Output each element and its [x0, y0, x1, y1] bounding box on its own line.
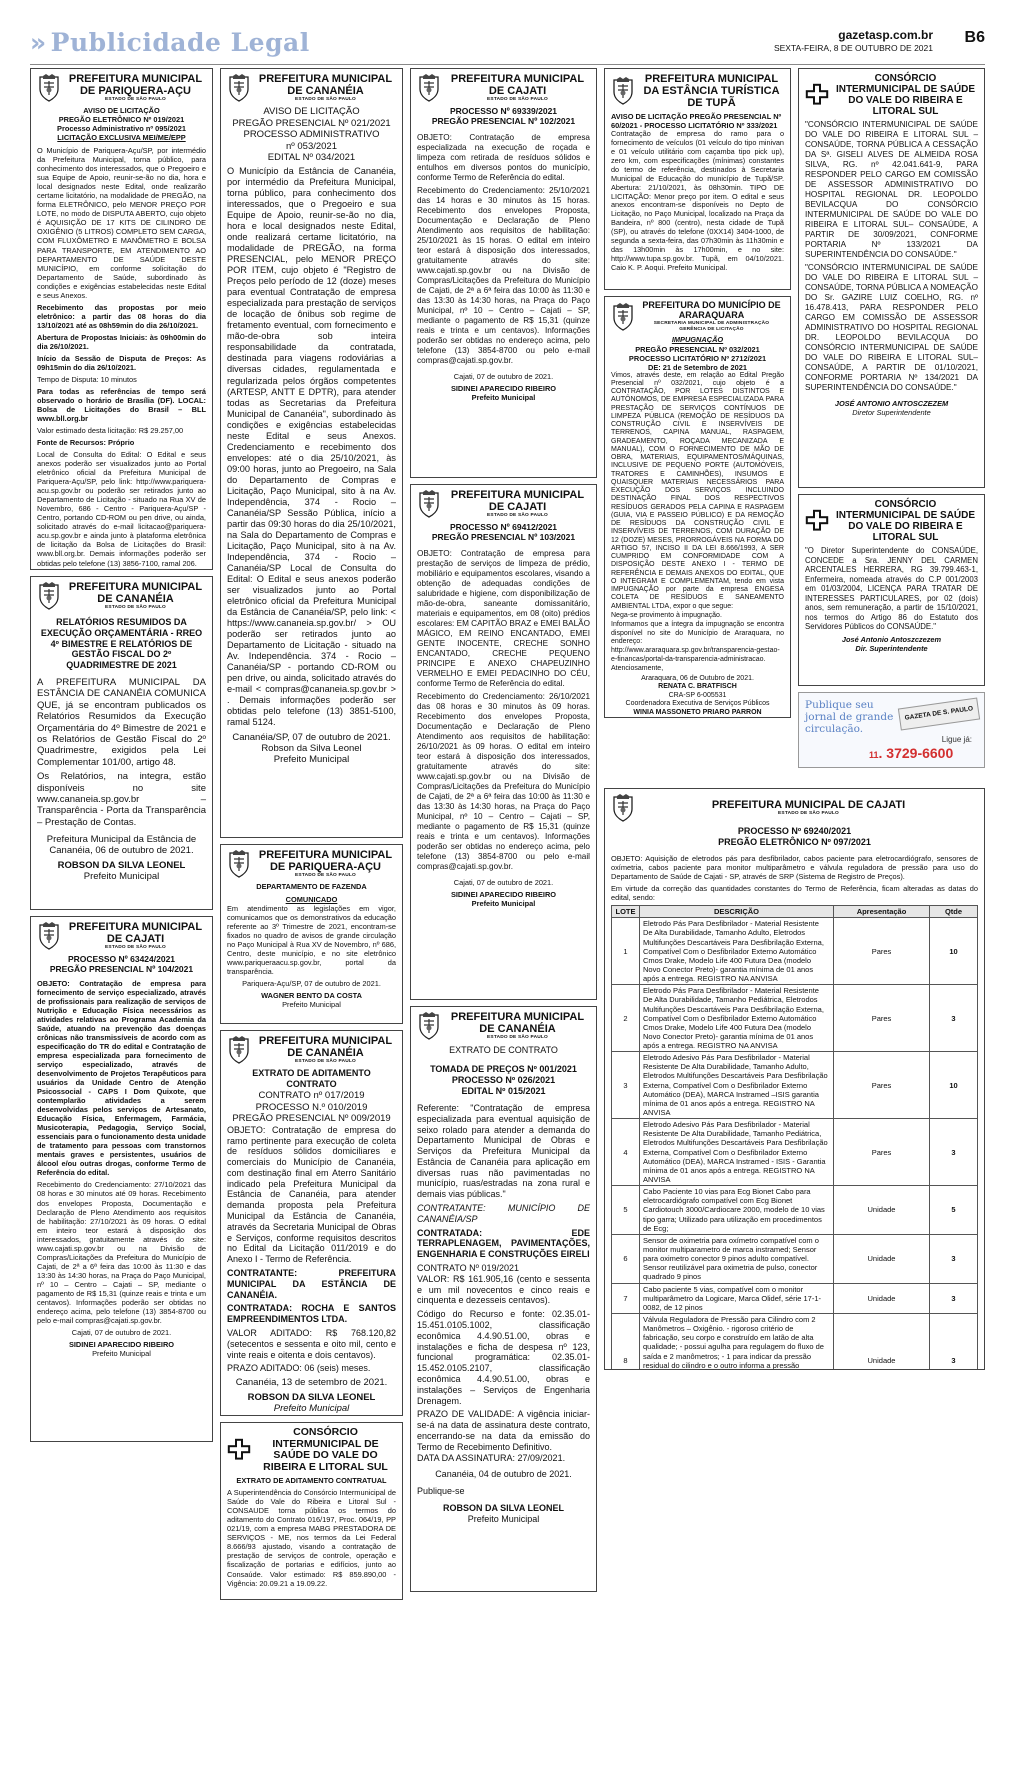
notice-title: EXTRATO DE CONTRATO	[449, 1045, 558, 1056]
notice-title: AVISO DE LICITAÇÃO	[263, 106, 360, 118]
municipal-crest-icon	[37, 73, 61, 103]
notice-subtitle: PREGÃO ELETRÔNICO Nº 097/2021	[718, 836, 871, 847]
lots-table-body	[612, 918, 978, 1370]
notice-title: AVISO DE LICITAÇÃO	[83, 106, 160, 116]
notice-body: Início da Sessão de Disputa de Preços: As 09h15min do dia 26/10/2021.	[37, 353, 206, 372]
signatory-name: Robson da Silva Leonel	[261, 742, 362, 754]
notice-body: PRAZO ADITADO: 06 (seis) meses.	[227, 1363, 371, 1374]
notice-body: Fonte de Recursos: Próprio	[37, 438, 135, 448]
municipal-crest-icon	[37, 581, 61, 611]
signatory-name: RENATA C. BRATFISCH	[658, 683, 737, 691]
notice-title: EXTRATO DE ADITAMENTO CONTRATUAL	[236, 1476, 387, 1486]
org-name: PREFEITURA MUNICIPAL DE CAJATI	[711, 799, 906, 812]
notice-body: "CONSÓRCIO INTERMUNICIPAL DE SAÚDE DO VALE DO RIBEIRA E LITORAL SUL – CONSAÚDE, TORNA PÚBLICA A NOMEAÇÃO DO Sr. GAZIRE LUIZ COELHO, RG. nº 16.478.413, PARA RESPONDER PELO CARGO EM COMISSÃO DE ASSESSOR ADMINISTRATIVO DO HOSPITAL REGIONAL DR. LEOPOLDO BEVILACQUA DO CONSÓRCIO INTERMUNICIPAL DE SAÚDE DO VALE DO RIBEIRA E LITORAL SUL– CONSAÚDE, A PARTIR DE 01/10/2021, CONFORME PORTARIA Nº 134/2021 DA SUPERINTENDÊNCIA DO CONSAÚDE."	[805, 263, 978, 392]
notice-process: PROCESSO Nº 026/2021	[451, 1074, 556, 1085]
notice-subtitle: PREGÃO PRESENCIAL Nº 009/2019	[232, 1113, 391, 1125]
signatory-registration: CRA-SP 6-005531	[668, 691, 727, 699]
column-3	[410, 68, 597, 1598]
notice-body: CONTRATADA: EDE TERRAPLENAGEM, PAVIMENTAÇÕES, ENGENHARIA E CONSTRUÇÕES EIRELI	[417, 1227, 590, 1260]
org-name: CONSÓRCIO INTERMUNICIPAL DE SAÚDE DO VALE DO RIBEIRA E LITORAL SUL	[835, 73, 976, 117]
lot-number-cell: 7	[612, 1283, 640, 1313]
notice-title: PROCESSO Nº 69339/2021	[449, 106, 558, 117]
column-header-apresentacao: Apresentação	[834, 906, 930, 918]
signatory-role: Coordenadora Executiva de Serviços Públicos	[625, 700, 770, 708]
presentation-cell: Unidade	[834, 1186, 930, 1235]
column-1	[30, 68, 213, 1448]
notice-body: Em virtude da correção das quantidades constantes do Termo de Referência, ficam alteradas as datas do edital, sendo:	[611, 884, 978, 903]
notice-body: CONTRATANTE: MUNICÍPIO DE CANANÉIA/SP	[417, 1203, 590, 1224]
state-label: ESTADO DE SÃO PAULO	[487, 1035, 548, 1041]
notice-body: Código do Recurso e fonte: 02.35.01-15.451.0105.1002, classificação econômica 4.4.90.51.00, obras e instalações e ficha de despesa nº 123, funcional programática: 02.35.01-15.452.0105.2107, classificação econômica 4.4.90.51.00, obras e instalações – Serviços de Engenharia Drenagem.	[417, 1309, 590, 1406]
notice-title: PROCESSO Nº 69240/2021	[737, 826, 852, 836]
org-name: PREFEITURA MUNICIPAL DE PARIQUERA-AÇU	[258, 849, 393, 874]
signatory-name: WINIA MASSONETO PRIARO PARRON	[633, 708, 762, 716]
org-name: PREFEITURA MUNICIPAL DE CANANÉIA	[450, 1011, 585, 1036]
notice-body: Local de Consulta do Edital: O Edital e seus anexos poderão ser visualizados junto ao Portal eletrônico oficial da Prefeitura Municipal de Pariquera-Açu/SP, pelo link: http://www.pariquera-acu.sp.gov.br ou poderão ser retirados junto ao Departamento de Licitação - situado na Rua XV de Novembro, 686 - Centro - Pariquera-Açu/SP - Centro, portando CD-ROM ou pen drive, ou ainda, solicitado através do e-mail licitacao@pariquera-acu.sp.gov.br e ainda junto à plataforma eletrônica de licitação da Bolsa de Licitações do Brasil: www.bll.org.br. Demais informações poderão ser obtidas pelo telefone (13) 3856-7100, ramal 206.	[37, 450, 206, 568]
signatory-name: ROBSON DA SILVA LEONEL	[442, 1503, 564, 1513]
notice-body: Atenciosamente,	[611, 665, 664, 673]
advertisement-banner[interactable]	[798, 692, 985, 768]
org-name: CONSÓRCIO INTERMUNICIPAL DE SAÚDE DO VALE DO RIBEIRA E LITORAL SUL	[835, 499, 976, 543]
ad-slogan	[805, 699, 893, 735]
state-label: ESTADO DE SÃO PAULO	[778, 811, 839, 817]
ad-slogan-line: circulação.	[805, 723, 864, 736]
description-cell: Cabo Paciente 10 vias para Ecg Bionet Cabo para eletrocardiógrafo compatível com Ecg Bionet Cardiotouch 3000/Cardiocare 2000, modelo de 10 vias tipo garra; Utilizado para utilização em procedimentos de Ecg;	[640, 1186, 834, 1235]
notice-body: "CONSÓRCIO INTERMUNICIPAL DE SAÚDE DO VALE DO RIBEIRA E LITORAL SUL – CONSAÚDE, TORNA PÚBLICA A CESSAÇÃO DA Sª. GISELI ALVES DE ALMEIDA ROSA SILVA, RG. nº 42.041.641-9, PARA RESPONDER PELO CARGO EM COMISSÃO DE ASSESSOR ADMINISTRATIVO DO HOSPITAL REGIONAL DR. LEOPOLDO BEVILACQUA DO CONSÓRCIO INTERMUNICIPAL DE SAÚDE DO VALE DO RIBEIRA E LITORAL SUL– CONSAÚDE, A PARTIR DE 30/09/2021, CONFORME PORTARIA Nº 133/2021 DA SUPERINTENDÊNCIA DO CONSAÚDE."	[805, 120, 978, 259]
lot-number-cell: 5	[612, 1186, 640, 1235]
notice-cananeia-pregao-021	[220, 68, 403, 838]
municipal-crest-icon	[227, 1035, 251, 1065]
ad-phone-number: 3729-6600	[886, 745, 954, 761]
notice-date: Cananéia, 13 de setembro de 2021.	[235, 1377, 388, 1389]
municipal-crest-icon	[227, 73, 251, 103]
notice-cajati-104	[30, 916, 213, 1442]
newspaper-title: GAZETA DE S. PAULO	[904, 705, 974, 722]
column-header-descricao: DESCRIÇÃO	[640, 906, 834, 918]
signatory-role: Prefeito Municipal	[471, 392, 536, 402]
table-row	[612, 1052, 978, 1119]
issue-date: SEXTA-FEIRA, 8 DE OUTUBRO DE 2021	[773, 43, 933, 53]
notice-body: Os Relatórios, na integra, estão disponíveis no site www.cananeia.sp.gov.br – Transparência - Porta da Transparência – Prestação de Contas.	[37, 771, 206, 828]
notice-body: O Município de Pariquera-Açu/SP, por intermédio da Prefeitura Municipal, torna público, para conhecimento dos interessados, que o Pregoeiro e sua Equipe de Apoio, reunir-se-ão no dia, hora e local designados neste Edital, onde realizarão certame licitatório, na modalidade de PREGÃO, na forma ELETRÔNICO, pelo MENOR PREÇO POR LOTE, no modo de DISPUTA ABERTO, cujo objeto é AQUISIÇÃO DE 17 KITS DE CILINDRO DE OXIGÊNIO (5 LITROS) COMPLETO SEM CARGA, COM FLUXÔMETRO E MANÔMETRO E BOLSA PARA TRANSPORTE, EM ATENDIMENTO AO DEPARTAMENTO DE SAÚDE DESTE MUNICÍPIO, em conforme solicitação do Departamento de Saúde, subordinado às condições e exigências estabelecidas neste Edital e seus Anexos.	[37, 146, 206, 300]
column-5	[798, 68, 985, 774]
presentation-cell: Unidade	[834, 1234, 930, 1283]
signatory-name: SIDINEI APARECIDO RIBEIRO	[68, 1339, 175, 1349]
description-cell: Sensor de oximetria para oxímetro compatível com o monitor multiparametro de marca instramed; Sensor para oximetro conector 9 pinos adulto compatível. Sensor reutilizável para oximetria de pulso, conector quadrado 9 pinos	[640, 1234, 834, 1283]
lot-number-cell: 6	[612, 1234, 640, 1283]
signatory-name: SIDINEI APARECIDO RIBEIRO	[450, 383, 557, 393]
notice-cajati-103	[410, 484, 597, 1000]
notice-title: PROCESSO Nº 69412/2021	[449, 522, 558, 533]
notice-body	[611, 854, 978, 881]
notice-date: Pariquera-Açu/SP, 07 de outubro de 2021.	[242, 979, 381, 989]
notice-publish: Publique-se	[417, 1486, 465, 1497]
signatory-name: ROBSON DA SILVA LEONEL	[247, 1391, 376, 1403]
description-cell: Eletrodo Pás Para Desfibrilador - Material Resistente De Alta Durabilidade, Tamanho Pediátrica, Eletrodos Multifunções Descartáveis Para Desfibrilação Externa, Compatível Com o Desfibrilador Externo Automático Cmos Drake, Modelo Life 400 Futura Dea (modelo Novo Conector Preto)- garantia mínima de 01 anos após a entrega. REGISTRO NA ANVISA	[640, 985, 834, 1052]
notice-edital: EDITAL Nº 015/2021	[461, 1085, 546, 1096]
notice-pariquera-pregao	[30, 68, 213, 570]
table-row	[612, 1234, 978, 1283]
table-row	[612, 985, 978, 1052]
signatory-role: Prefeito Municipal	[92, 1349, 151, 1358]
description-cell: Cabo paciente 5 vias, compatível com o monitor multiparâmetro da Logicare, Marca Olidef, série 17-1-0082, de 12 pinos	[640, 1283, 834, 1313]
org-name: PREFEITURA MUNICIPAL DE CANANÉIA	[258, 1035, 393, 1060]
notice-title: PROCESSO Nº 63424/2021	[67, 954, 176, 965]
notice-body: Para todas as referências de tempo será observado o horário de Brasília (DF). LOCAL: Bolsa de Licitações do Brasil – BLL www.bll.org.br	[37, 386, 206, 424]
notice-date: Prefeitura Municipal da Estância de Cananéia, 06 de outubro de 2021.	[46, 834, 197, 857]
quantity-cell: 3	[930, 1283, 978, 1313]
signatory-name: JOSÉ ANTONIO ANTOSCZEZEM	[834, 399, 949, 408]
secretariat-name: SECRETARIA MUNICIPAL DE ADMINISTRAÇÃO	[653, 320, 770, 326]
quantity-cell: 3	[930, 1119, 978, 1186]
signatory-role: Prefeito Municipal	[273, 754, 350, 766]
quantity-cell: 5	[930, 1186, 978, 1235]
signatory-name: José Antonio Antoszczezem	[841, 634, 942, 644]
table-row	[612, 1119, 978, 1186]
notice-date: Cananéia, 04 de outubro de 2021.	[435, 1469, 572, 1480]
ad-phone[interactable]: 11. 3729-6600	[869, 745, 954, 761]
consaude-logo-icon	[805, 80, 829, 110]
state-label: ESTADO DE SÃO PAULO	[105, 605, 166, 611]
notice-process: Processo Administrativo nº 095/2021	[57, 124, 186, 134]
notice-process-number: nº 053/2021	[285, 140, 338, 152]
notice-body: Vimos, através deste, em relação ao Edital Pregão Presencial nº 032/2021, cujo objeto é a CONTRATAÇÃO, POR LOTES DISTINTOS E AUTÔNOMOS, DE EMPRESA ESPECIALIZADA PARA PRESTAÇÃO DE SERVIÇOS CONTÍNUOS DE LIMPEZA PÚBLICA (REMOÇÃO DE RESÍDUOS DA CONSTRUÇÃO CIVIL E INSERVÍVEIS DE TERRENOS, CAPINA MANUAL, RASPAGEM, GRADEAMENTO, ROÇADA MECANIZADA E MANUAL), COM O FORNECIMENTO DE MÃO DE OBRA, MATERIAIS, EQUIPAMENTOS/MÁQUINAS, INCLUSIVE DE PEQUENO PORTE (AUTOMÓVEIS, TRATORES E CAMINHÕES), INSUMOS E QUAISQUER MATERIAIS NECESSÁRIOS PARA EXECUÇÃO DOS SERVIÇOS INCLUINDO DESTINAÇÃO FINAL DOS RESPECTIVOS RESÍDUOS GERADOS PELA CAPINA E RASPAGEM (GUIA, VIA E PASSEIO PÚBLICO) E DA REMOÇÃO DE RESÍDUOS DA CONSTRUÇÃO CIVIL E INSERVÍVEIS DE TERRENOS, COM DURAÇÃO DE 12 (DOZE) MESES, PRORROGÁVEIS NA FORMA DO ARTIGO 57, INCISO II DA LEI 8.666/1993, A SER CUMPRIDO EM CONFORMIDADE COM A DISPOSIÇÃO DESTE ANEXO I - TERMO DE REFERÊNCIA E DEMAIS ANEXOS DO EDITAL, QUE O INTEGRAM E COMPLEMENTAM, tendo em vista IMPUGNAÇÃO por parte da empresa ENGESA COLETA DE RESÍDUOS E SANEAMENTO AMBIENTAL LTDA, expor o que segue:	[611, 371, 784, 610]
notice-body: Tempo de Disputa: 10 minutos	[37, 374, 137, 384]
notice-body: DATA DA ASSINATURA: 27/09/2021.	[417, 1452, 566, 1463]
signatory-role: Dir. Superintendente	[855, 643, 928, 653]
quantity-cell: 3	[930, 1314, 978, 1371]
ad-phone-ddd: 11	[869, 750, 879, 760]
notice-consaude-licenca	[798, 494, 985, 686]
signatory-role: Prefeito Municipal	[83, 871, 160, 883]
state-label: ESTADO DE SÃO PAULO	[487, 513, 548, 519]
quantity-cell: 3	[930, 1234, 978, 1283]
table-row	[612, 1314, 978, 1371]
municipal-crest-icon	[611, 302, 635, 332]
notice-body: Contratação de empresa do ramo para o fornecimento de veículos (01 veículo do tipo minivan e 01 veículo utilitário com caçamba tipo pick up), zero km, com especificações (mínimas) constantes do termo de referência, destinados à Secretaria Municipal de Educação do município de Tupã/SP. Abertura: 21/10/2021, às 08h30min. TIPO DE LICITAÇÃO: Menor preço por item. O edital e seus anexos encontram-se disponíveis no Depto de Licitação, no Paço Municipal, localizado na Praça da Bandeira, nº 800 (centro), nesta cidade de Tupã (SP), ou através do telefone (0XX14) 3404-1000, de segunda a sexta-feira, das 07h30min às 11h30min e das 13h00min às 17h00min, e no site: http://www.tupa.sp.gov.br. Tupã, em 04/10/2021. Caio K. P. Aoqui. Prefeito Municipal.	[611, 129, 784, 272]
notice-date: Cajati, 07 de outubro de 2021.	[453, 877, 554, 887]
notice-body: Recebimento do Credenciamento: 27/10/2021 das 08 horas e 30 minutos até 09 horas. Recebimento dos envelopes Proposta, Documentação e Declaração de Pleno Atendimento aos requisitos de habilitação: 27/10/2021 às 09 horas. O edital em inteiro teor estará à disposição dos interessados, gratuitamente através do site: www.cajati.sp.gov.br ou na Divisão de Compras/Licitações da Prefeitura do Município de Cajati, de 2ª a 6ª feira das 10:00 às 11:30 e das 13:30 às 14:30 horas, na Praça do Paço Municipal, nº 10 – Centro – Cajati – SP, mediante o pagamento de R$ 15,31 (quinze reais e trinta e um centavos). Informações poderão ser obtidas no endereço acima, pelo telefone (13) 3854-8700 ou pelo e-mail compras@cajati.sp.gov.br.	[37, 1180, 206, 1325]
notice-body: Recebimento do Credenciamento: 26/10/2021 das 08 horas e 30 minutos às 09 horas. Recebimento dos envelopes Proposta, Documentação e Declaração de Pleno Atendimento aos requisitos de habilitação: 26/10/2021 às 09 horas. O edital em inteiro teor estará à disposição dos interessados, gratuitamente através do site: www.cajati.sp.gov.br ou na Divisão de Compras/Licitações da Prefeitura do Município de Cajati, de 2ª a 6ª feira das 10:00 às 11:30 e das 13:30 às 14:30 horas, na Praça do Paço Municipal, nº 10 – Centro – Cajati – SP, mediante o pagamento de R$ 15,31 (quinze reais e trinta e um centavos). Informações poderão ser obtidas no endereço acima, pelo telefone (13) 3854-8700 ou pelo e-mail compras@cajati.sp.gov.br.	[417, 691, 590, 871]
presentation-cell: Unidade	[834, 1314, 930, 1371]
notice-subtitle: PREGÃO PRESENCIAL Nº 102/2021	[431, 116, 576, 127]
notice-date: Cajati, 07 de outubro de 2021.	[453, 371, 554, 381]
notice-body: OBJETO: Contratação de empresa para prestação de serviços de limpeza de prédio, mobiliário e equipamentos escolares, visando a obtenção de adequadas condições de salubridade e higiene, com disponibilização de mão-de-obra, saneante domissanitário, materiais e equipamentos, em 08 (oito) prédios escolares: EM CAPITÃO BRAZ e EMEI BALÃO MÁGICO, EM REINO ENCANTADO, EMEI GENTE INOCENTE, CRECHE SONHO ENCANTADO, CRECHE PEQUENO PRINCIPE E ANEXO CHAPEUZINHO VERMELHO E EMEI PEDACINHO DO CÉU, conforme Termo de Referência do edital.	[417, 548, 590, 688]
description-cell: Eletrodo Pás Para Desfibrilador - Material Resistente De Alta Durabilidade, Tamanho Adulto, Eletrodos Multifunções Descartáveis Para Desfibrilação Externa, Compatível Com o Desfibrilador Externo Automático Cmos Drake, Modelo Life 400 Futura Dea (modelo Novo Conector Preto)- garantia mínima de 01 anos após a entrega. REGISTRO NA ANVISA	[640, 918, 834, 985]
page-number: B6	[964, 29, 985, 46]
org-name: PREFEITURA MUNICIPAL DA ESTÂNCIA TURÍSTICA DE TUPÃ	[643, 73, 780, 110]
notice-edital: EDITAL Nº 034/2021	[267, 152, 356, 164]
signatory-role	[611, 717, 784, 718]
table-row	[612, 1283, 978, 1313]
quantity-cell: 3	[930, 985, 978, 1052]
column-header-qtde: Qtde	[930, 906, 978, 918]
notice-process: PROCESSO ADMINISTRATIVO	[243, 129, 380, 141]
state-label: ESTADO DE SÃO PAULO	[487, 97, 548, 103]
department-name: DEPARTAMENTO DE FAZENDA	[256, 882, 367, 892]
notice-title: EXTRATO DE ADITAMENTO CONTRATO	[252, 1068, 371, 1089]
page-header	[30, 28, 985, 64]
notice-body: OBJETO: Contratação de empresa especializada na execução de roçada e limpeza com retirada de resíduos sólidos e entulhos em diversos pontos do município, conforme Termo de Referência do edital.	[417, 132, 590, 182]
notice-body: OBJETO: Contratação de empresa para fornecimento de serviço especializado, através de profissionais para realização de serviços de Nutrição e Educação Física necessários as atividades relativas ao Programa Academia da Saúde, atuando na prevenção das doenças crônicas não transmissíveis de acordo com as especificação do TR do edital e Contratação de empresa especializada para fornecimento de serviço especializado, através de desenvolvimento de Projetos Terapêuticos para usuários da Unidade Centro de Atenção Psicossocial - CAPS I Dom Quixote, que contemplarão atividades a serem desenvolvidas pelos serviços de Artesanato, Educação Física, Enfermagem, Farmácia, Musicoterapia, Pedagogia, Serviço Social, essenciais para o funcionamento desta unidade de tratamento para pessoas com transtornos mentais graves e persistentes, usuários de álcool e/ou outras drogas, conforme Termo de Referência do edital.	[37, 978, 206, 1178]
newspaper-icon	[898, 698, 980, 731]
notice-date: Araraquara, 06 de Outubro de 2021.	[641, 674, 754, 682]
double-chevron-icon: »	[30, 28, 47, 57]
presentation-cell: Unidade	[834, 1283, 930, 1313]
signatory-role: Prefeito Municipal	[467, 1513, 540, 1524]
municipal-crest-icon	[417, 73, 441, 103]
notice-title: AVISO DE LICITAÇÃO PREGÃO PRESENCIAL Nº 60/2021 - PROCESSO LICITATÓRIO Nº 333/2021	[611, 112, 782, 131]
signatory-role: Diretor Superintendente	[852, 408, 931, 418]
presentation-cell: Pares	[834, 1052, 930, 1119]
notice-body: Informamos que a íntegra da impugnação se encontra disponível no site do Município de Araraquara, no endereço: http://www.araraquara.sp.gov.br/transparencia-gestao-e-financas/portal-da-transparencia-administracao.	[611, 621, 784, 663]
signatory-name: SIDINEI APARECIDO RIBEIRO	[450, 889, 557, 899]
notice-body: OBJETO: Contratação de empresa do ramo pertinente para execução de coleta de resíduos sólidos domiciliares e comerciais do Município de Cananéia, com destinação final em Aterro Sanitário indicado pela Prefeitura Municipal da Estância de Cananéia, para atender demanda proposta pela Prefeitura Municipal da Estância de Cananéia, através da Secretaria Municipal de Obras e Serviços, conforme requisitos descritos no Edital da Licitação 011/2019 e do Anexo I - Termo de Referência.	[227, 1124, 396, 1265]
org-name: PREFEITURA MUNICIPAL DE CAJATI	[450, 73, 585, 98]
org-name: PREFEITURA MUNICIPAL DE CAJATI	[450, 489, 585, 514]
notice-cananeia-extrato	[410, 1006, 597, 1592]
office-name: GERÊNCIA DE LICITAÇÃO	[679, 326, 744, 332]
lot-number-cell: 1	[612, 918, 640, 985]
notice-body: VALOR ADITADO: R$ 768.120,82 (setecentos e sessenta e oito mil, cento e vinte reais e oitenta e dois centavos).	[227, 1328, 396, 1360]
notice-consaude-portarias	[798, 68, 985, 488]
notice-subtitle: PREGÃO ELETRÔNICO Nº 019/2021	[58, 115, 185, 125]
municipal-crest-icon	[611, 76, 635, 106]
municipal-crest-icon	[611, 793, 635, 823]
notice-process: PROCESSO LICITATÓRIO Nº 2712/2021	[628, 353, 767, 363]
consaude-logo-icon	[805, 506, 829, 536]
notice-process: PROCESSO N.º 010/2019	[255, 1101, 368, 1113]
quantity-cell: 10	[930, 1052, 978, 1119]
notice-subtitle: PREGÃO PRESENCIAL Nº 021/2021	[232, 117, 391, 129]
signatory-name: WAGNER BENTO DA COSTA	[261, 991, 362, 1001]
lots-table	[611, 905, 978, 1370]
notice-contract: CONTRATO nº 017/2019	[258, 1089, 365, 1101]
lot-number-cell: 8	[612, 1314, 640, 1371]
notice-araraquara	[604, 296, 791, 718]
notice-body: PRAZO DE VALIDADE: A vigência iniciar-se-á na data de assinatura deste contrato, encerrando-se na data da emissão do Termo de Recebimento Definitivo.	[417, 1409, 590, 1452]
quantity-cell: 10	[930, 918, 978, 985]
notice-body: O Município da Estância de Cananéia, por intermédio da Prefeitura Municipal, torna público, para conhecimento dos interessados, que o Pregoeiro e sua Equipe de Apoio, reunir-se-ão no dia, hora e local designados neste Edital, onde realizará certame licitatório, na modalidade de PREGÃO, na forma PRESENCIAL, pelo MENOR PREÇO POR ITEM, cujo objeto é "Registro de Preços pelo período de 12 (doze) meses para eventual Contratação de empresa especializada para prestação de serviços de locação de ônibus sob regime de fretamento eventual, com fornecimento e mão-de-obra sob inteira responsabilidade da contratada, destinada para viagens rodoviárias a diversas cidades, regulamentada e regularizada pelos órgãos competentes (ARTESP, ANTT E DPTR), para atender todas as Secretarias da Prefeitura Municipal de Cananéia", subordinado às condições e exigências estabelecidas neste Edital e seus Anexos. Credenciamento e recebimento dos envelopes: até o dia 25/10/2021, às 09:00 horas, junto ao Pregoeiro, na Sala do Departamento de Compras e Licitação, Paço Municipal, sito à na Av. Independência, 374 - Rocio – Cananéia/SP Sessão Pública, início a partir das 09:30 horas do dia 25/10/2021, na Sala do Departamento de Compras e Licitação, Paço Municipal, sito à na Av. Independência, 374 - Rocio – Cananéia/SP Local de Consulta do Edital: O Edital e seus anexos poderão ser visualizados junto ao Portal eletrônico oficial da Prefeitura Municipal da Estância de Cananéia/SP, pelo link: < https://www.cananeia.sp.gov.br/ > OU poderão ser retirados junto ao Departamento de Licitação - situado na Av. Independência. 374 - Rocio – Cananéia/SP - portando CD-ROM ou pen drive, ou ainda, solicitado através do e-mail < compras@cananeia.sp.gov.br > . Demais informações poderão ser obtidas pelo telefone (13) 3851-5100, ramal 5124.	[227, 165, 396, 728]
table-header-row	[612, 906, 978, 918]
notice-body: Referente: "Contratação de empresa especializada para eventual aquisição de seixo rolado para atender a demanda do Departamento Municipal de Obras e Serviços da Prefeitura Municipal da Estância de Cananéia para aplicação em diversas ruas não pavimentadas no município, ruas/estradas na zona rural e demais vias públicas."	[417, 1102, 590, 1200]
description-cell: Eletrodo Adesivo Pás Para Desfibrilador - Material Resistente De Alta Durabilidade, Tamanho Pediátrica, Eletrodos Multifunções Descartáveis Para Desfibrilação Externa, Compatível Com o Desfibrilador Externo Automático (DEA), MARCA Instramed - ISIS - Garantia mínima de 01 anos após a entrega. REGISTRO NA ANVISA	[640, 1119, 834, 1186]
table-row	[612, 918, 978, 985]
header-divider	[30, 64, 985, 65]
municipal-crest-icon	[417, 489, 441, 519]
notice-date-line: DE: 21 de Setembro de 2021	[648, 362, 747, 372]
notice-cananeia-aditamento	[220, 1030, 403, 1416]
notice-body: Recebimento das propostas por meio eletrônico: a partir das 08 horas do dia 13/10/2021 até as 08h59min do dia 26/10/2021.	[37, 302, 206, 330]
signatory-role: Prefeito Municipal	[471, 898, 536, 908]
state-label: ESTADO DE SÃO PAULO	[105, 97, 166, 103]
section-title	[30, 28, 310, 59]
notice-subtitle: PREGÃO PRESENCIAL Nº 032/2021	[635, 344, 760, 354]
notice-cajati-102	[410, 68, 597, 478]
signatory-role: Prefeito Municipal	[282, 1000, 341, 1010]
notice-title: RELATÓRIOS RESUMIDOS DA EXECUÇÃO ORÇAMENTÁRIA - RREO 4º BIMESTRE E RELATÓRIOS DE GESTÃO FISCAL DO 2º QUADRIMESTRE DE 2021	[40, 617, 203, 671]
notice-pariquera-comunicado	[220, 844, 403, 1024]
column-4	[604, 68, 791, 724]
consaude-logo-icon	[227, 1435, 251, 1465]
site-url: gazetasp.com.br	[838, 28, 933, 42]
lot-number-cell: 3	[612, 1052, 640, 1119]
org-name: PREFEITURA MUNICIPAL DE CANANÉIA	[258, 73, 393, 98]
municipal-crest-icon	[227, 849, 251, 879]
notice-body: CONTRATANTE: PREFEITURA MUNICIPAL DA ESTÂNCIA DE CANANÉIA.	[227, 1268, 396, 1300]
presentation-cell: Pares	[834, 985, 930, 1052]
notice-subtitle: TOMADA DE PREÇOS Nº 001/2021	[430, 1064, 577, 1074]
org-name: PREFEITURA DO MUNICÍPIO DE ARARAQUARA	[642, 300, 781, 320]
state-label: ESTADO DE SÃO PAULO	[105, 945, 166, 951]
notice-body: Abertura de Propostas Iniciais: às 09h00min do dia 26/10/2021.	[37, 332, 206, 351]
notice-title: COMUNICADO	[285, 895, 338, 905]
signatory-role: Prefeito Municipal	[273, 1403, 350, 1415]
notice-cajati-097	[604, 788, 985, 1370]
presentation-cell: Pares	[834, 918, 930, 985]
notice-body: Valor estimado desta licitação: R$ 29.257,00	[37, 426, 184, 436]
notice-tupa	[604, 68, 791, 290]
org-name: PREFEITURA MUNICIPAL DE CAJATI	[68, 921, 203, 946]
ad-cta: Ligue já:	[941, 735, 972, 744]
org-name: CONSÓRCIO INTERMUNICIPAL DE SAÚDE DO VALE DO RIBEIRA E LITORAL SUL	[263, 1426, 388, 1473]
municipal-crest-icon	[417, 1011, 441, 1041]
ad-slogan-line: jornal de grande	[805, 711, 894, 724]
column-header-lote: LOTE	[612, 906, 640, 918]
notice-body: CONTRATADA: ROCHA E SANTOS EMPREENDIMENTOS LTDA.	[227, 1303, 396, 1325]
notice-subtitle: PREGÃO PRESENCIAL Nº 103/2021	[431, 532, 576, 543]
description-cell: Eletrodo Adesivo Pás Para Desfibrilador - Material Resistente De Alta Durabilidade, Tamanho Adulto, Eletrodos Multifunções Descartáveis Para Desfibrilação Externa, Compatível Com o Desfibrilador Externo Automático (DEA), MARCA Instramed –ISIS garantia mínima de 01 anos após a entrega. REGISTRO NA ANVISA	[640, 1052, 834, 1119]
notice-restriction: LICITAÇÃO EXCLUSIVA MEI/ME/EPP	[57, 133, 186, 143]
notice-body: A PREFEITURA MUNICIPAL DA ESTÂNCIA DE CANANÉIA COMUNICA QUE, já se encontram publicados os Relatórios Resumidos da Execução Orçamentária do 4º Bimestre de 2021 e os Relatórios de Gestão Fiscal do 2º Quadrimestre, exigidos pela Lei Complementar 101/00, artigo 48.	[37, 677, 206, 768]
notice-body-text: OBJETO: Aquisição de eletrodos pás para desfibrilador, cabos paciente para eletrocardiógrafo, sensores de oxímetria, cabos paciente para monitor multiparâmetro e válvula reguladora de pressão para uso do Departamento de Saúde de Cajati - SP, através de SRP (Sistema de Registro de Preços).	[611, 853, 978, 881]
notice-consaude-aditamento	[220, 1422, 403, 1600]
state-label: ESTADO DE SÃO PAULO	[295, 1059, 356, 1065]
notice-subtitle: PREGÃO PRESENCIAL Nº 104/2021	[49, 964, 194, 975]
column-2	[220, 68, 403, 1606]
presentation-cell: Pares	[834, 1119, 930, 1186]
ad-slogan-line: Publique seu	[805, 699, 874, 711]
notice-body: Nega-se provimento à impugnação.	[611, 611, 722, 619]
description-cell: Válvula Reguladora de Pressão para Cilindro com 2 Manômetros – Oxigênio. - rigoroso critério de fabricação, seu corpo e construído em latão de alta qualidade; - possui agulha para regulagem do fluxo de saída e 2 manômetros; - 1 para indicar da pressão residual do cilindro e o outro informa a pressão	[640, 1314, 834, 1371]
notice-body: "O Diretor Superintendente do CONSAÚDE, CONCEDE a Sra. JENNY DEL CARMEN ARCENTALES HERRERA, RG 39.799.463-1, Enfermeira, nomeada através do C.P 001/2003 em 01/03/2004, LICENÇA PARA TRATAR DE INTERESSES PARTICULARES, por 02 (dois) anos, sem remuneração, a partir de 15/10/2021, nos termos do Artigo 86 do Estatuto dos Servidores Públicos do CONSAÚDE."	[805, 546, 978, 631]
org-name: PREFEITURA MUNICIPAL DE CANANÉIA	[68, 581, 203, 606]
section-title-text: Publicidade Legal	[50, 28, 310, 57]
lot-number-cell: 4	[612, 1119, 640, 1186]
notice-body: Recebimento do Credenciamento: 25/10/2021 das 14 horas e 30 minutos às 15 horas. Recebimento dos envelopes Proposta, Documentação e Declaração de Pleno Atendimento aos requisitos de habilitação: 25/10/2021 às 15 horas. O edital em inteiro teor estará à disposição dos interessados, gratuitamente através do site: www.cajati.sp.gov.br ou na Divisão de Compras/Licitações da Prefeitura do Município de Cajati, de 2ª a 6ª feira das 10:00 às 11:30 e das 13:30 às 14:30 horas, na Praça do Paço Municipal, nº 10 – Centro – Cajati – SP, mediante o pagamento de R$ 15,31 (quinze reais e trinta e um centavos). Informações poderão ser obtidas no endereço acima, pelo telefone (13) 3854-8700 ou pelo e-mail compras@cajati.sp.gov.br.	[417, 185, 590, 365]
notice-cananeia-rreo	[30, 576, 213, 910]
state-label: ESTADO DE SÃO PAULO	[295, 97, 356, 103]
state-label: ESTADO DE SÃO PAULO	[295, 873, 356, 879]
notice-body: Em atendimento as legislações em vigor, comunicamos que os demonstrativos da educação referente ao 3º Trimestre de 2021, encontram-se fixados no quadro de avisos de grande circulação no Paço Municipal à Rua XV de Novembro, nº 686, Centro, deste município, e no site eletrônico www.pariqueraacu.sp.gov.br, portal da transparência.	[227, 904, 396, 977]
notice-body: A Superintendência do Consórcio Intermunicipal de Saúde do Vale do Ribeira e Litoral Sul - CONSAUDE torna pública os termos do aditamento do Contrato 016/197, Proc. 064/19, PP 021/19, com a empresa MABG PRESTADORA DE SERVIÇOS - ME, nos termos da Lei Federal 8.666/93 ajustado, visando a contratação de prestação de serviços de controle, operação e fiscalização de portarias e edifícios, junto ao Consaúde. Valor estimado: R$ 859.890,00 - Vigência: 20.09.21 a 19.09.22.	[227, 1488, 396, 1588]
notice-body: VALOR: R$ 161.905,16 (cento e sessenta e um mil novecentos e cinco reais e cinquenta e dezesseis centavos).	[417, 1273, 590, 1306]
notice-title: IMPUGNAÇÃO	[671, 335, 724, 345]
org-name: PREFEITURA MUNICIPAL DE PARIQUERA-AÇU	[68, 73, 203, 98]
notice-date: Cananéia/SP, 07 de outubro de 2021.	[232, 731, 391, 743]
notice-body: CONTRATO Nº 019/2021	[417, 1263, 519, 1274]
lot-number-cell: 2	[612, 985, 640, 1052]
signatory-name: ROBSON DA SILVA LEONEL	[57, 859, 186, 871]
notice-date: Cajati, 07 de outubro de 2021.	[71, 1327, 172, 1337]
table-row	[612, 1186, 978, 1235]
municipal-crest-icon	[37, 921, 61, 951]
